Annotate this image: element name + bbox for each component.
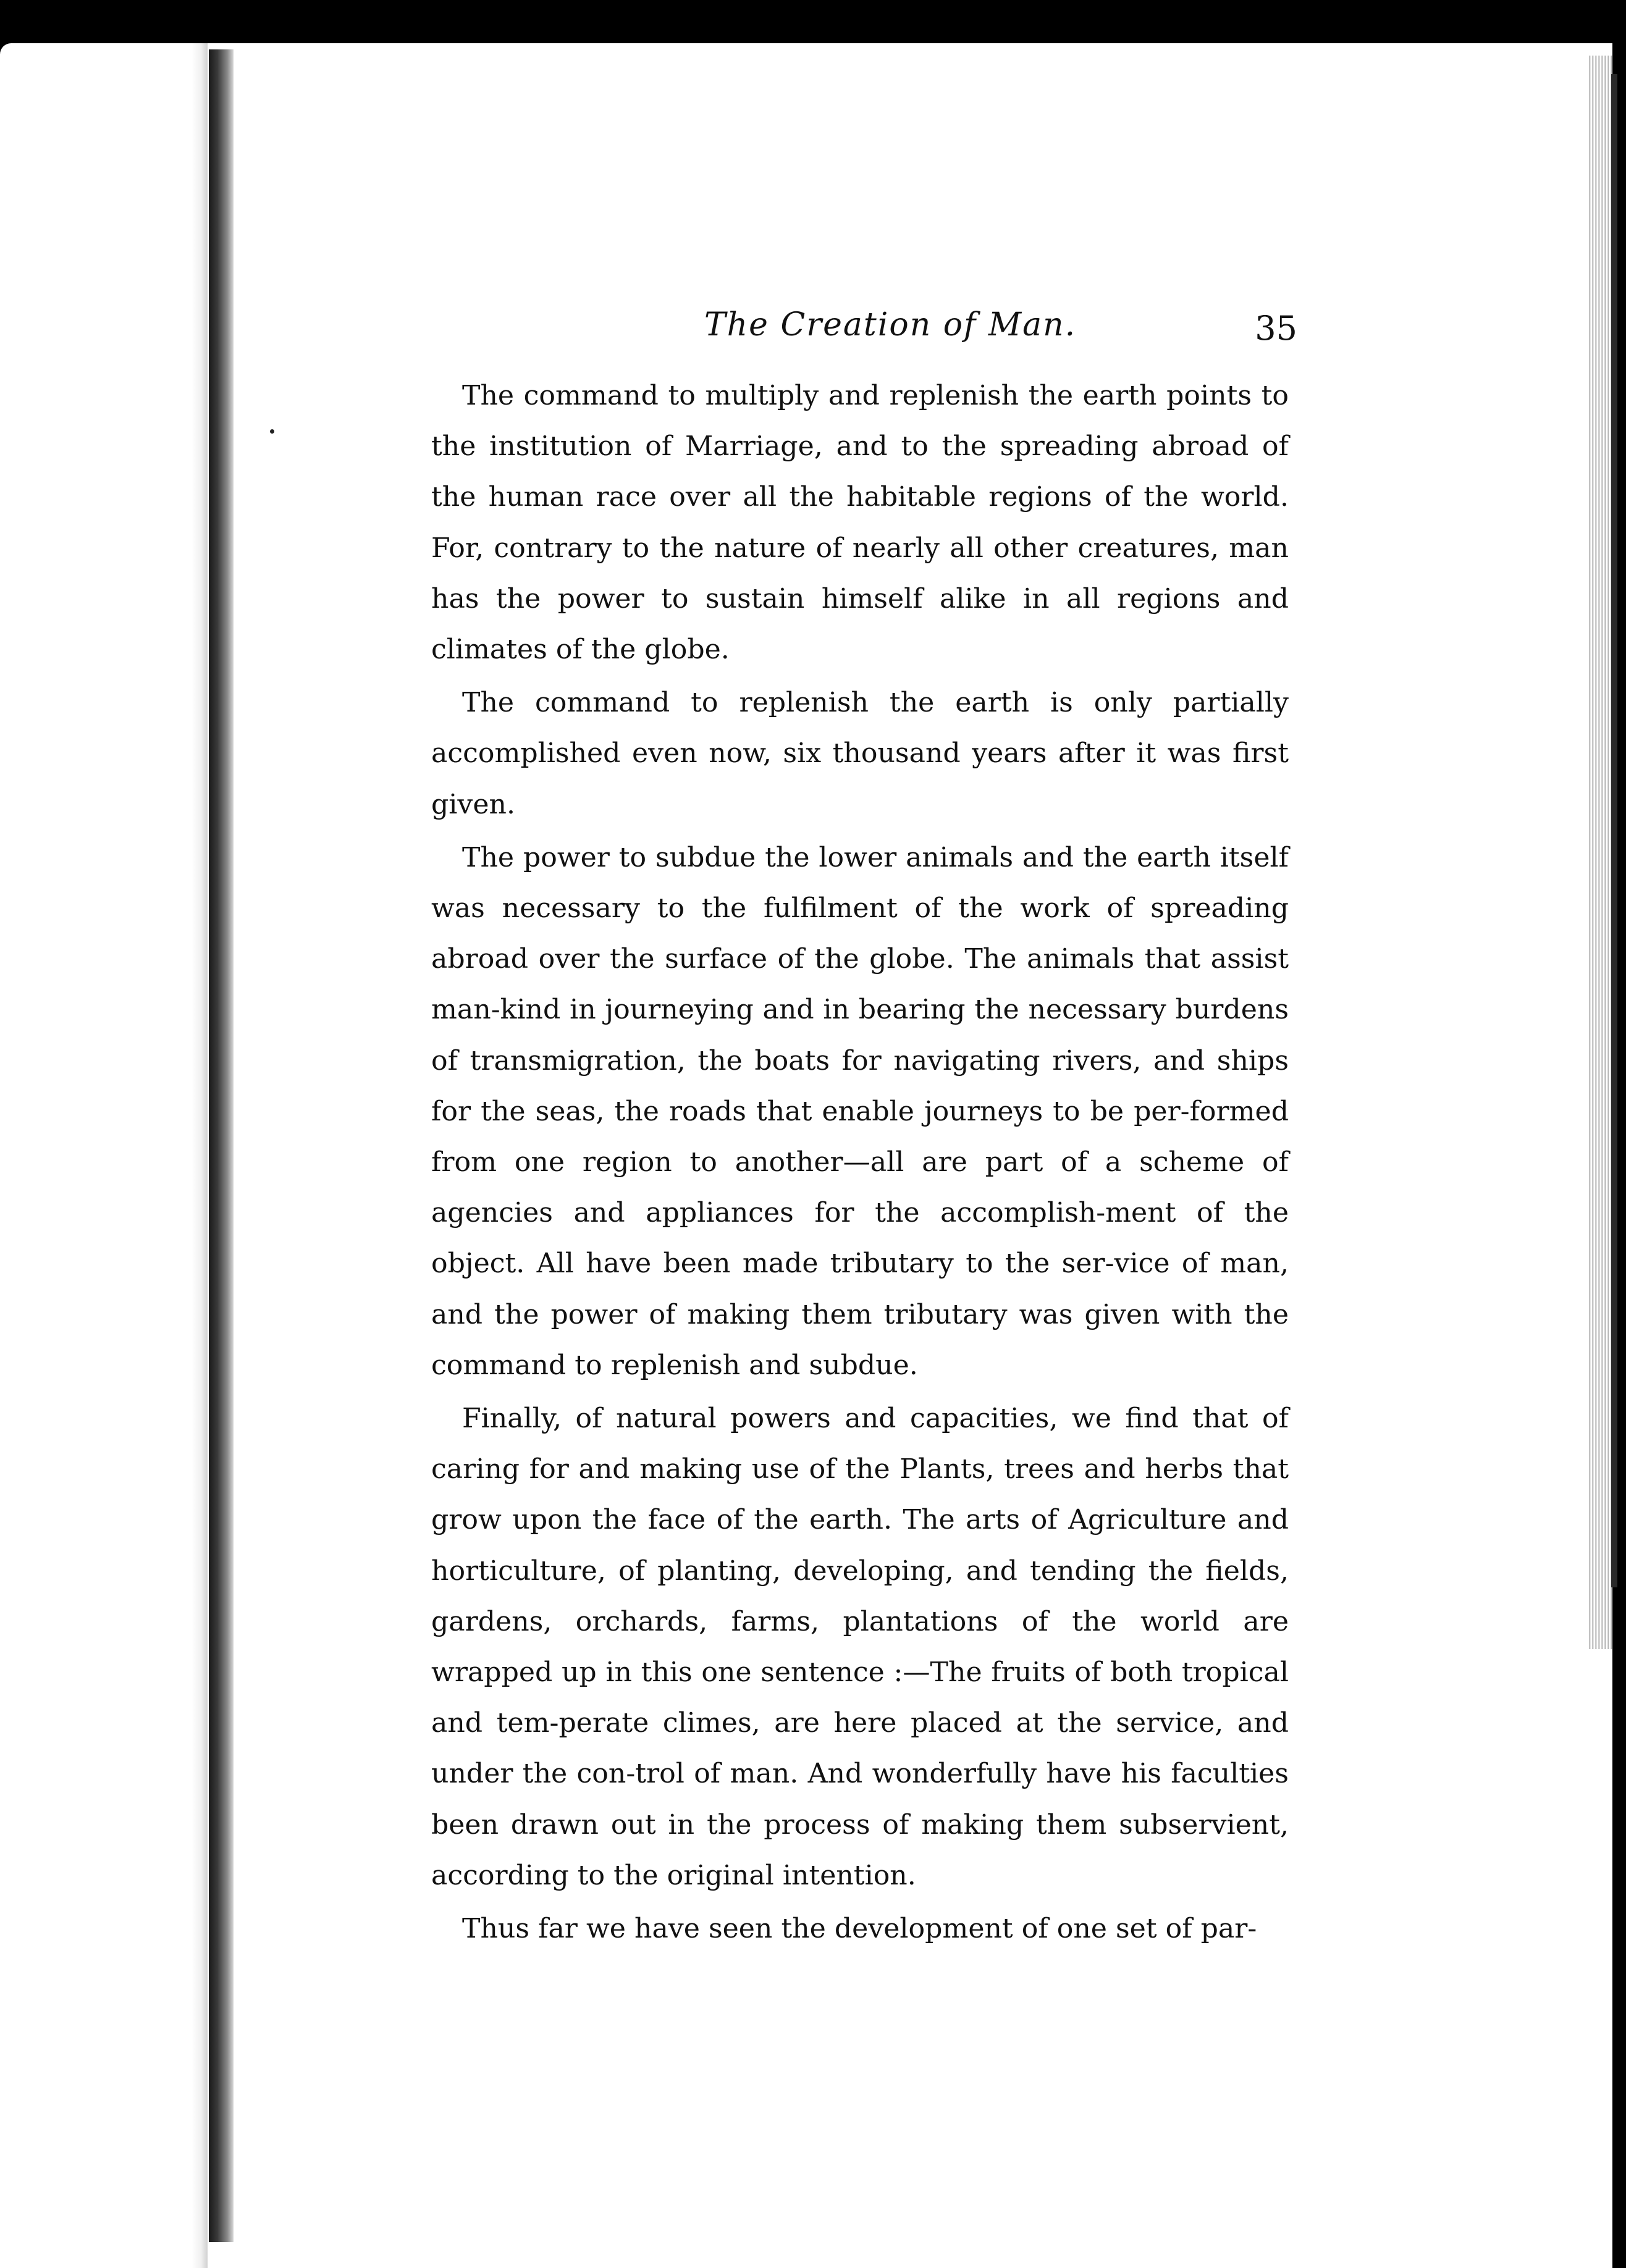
book-gutter-edge — [192, 43, 208, 2268]
fore-edge-pages — [1588, 56, 1612, 1649]
body-text — [431, 371, 1289, 1957]
paragraph: The command to replenish the earth is only partially accomplished even now, six thousand years after it was first given. — [431, 687, 1289, 820]
paragraph: The command to multiply and replenish the earth points to the institution of Marriage, and to the spreading abroad of the human race over all the habitable regions of the world. For, contrary to the nature of nearly all other creatures, man has the power to sustain himself alike in all regions and climates of the globe. — [431, 380, 1289, 666]
book-gutter-shadow — [209, 49, 234, 2242]
paragraph: Thus far we have seen the development of one set of par- — [462, 1913, 1257, 1945]
paragraph: The power to subdue the lower animals and the earth itself was necessary to the fulfilment of the work of spreading abroad over the surface of the globe. The animals that assist man-kind in journeying and in bearing the necessary burdens of transmigration, the boats for navigating rivers, and ships for the seas, the roads that enable journeys to be per-formed from one region to another—all are part of a scheme of agencies and appliances for the accomplish-ment of the object. All have been made tributary to the ser-vice of man, and the power of making them tributary was given with the command to replenish and subdue. — [431, 841, 1289, 1381]
running-head — [432, 306, 1297, 368]
paragraph: Finally, of natural powers and capacities, we find that of caring for and making use of the Plants, trees and herbs that grow upon the face of the earth. The arts of Agriculture and horticulture, of planting, developing, and tending the fields, gardens, orchards, farms, plantations of the world are wrapped up in this one sentence :—The fruits of both tropical and tem-perate climes, are here placed at the service, and under the con-trol of man. And wonderfully have his faculties been drawn out in the process of making them subservient, according to the original intention. — [431, 1403, 1289, 1891]
page-number: 35 — [1255, 309, 1297, 348]
ink-speck — [270, 429, 274, 434]
fore-edge-shadow — [1611, 74, 1617, 1587]
running-title: The Creation of Man. — [704, 306, 1077, 343]
